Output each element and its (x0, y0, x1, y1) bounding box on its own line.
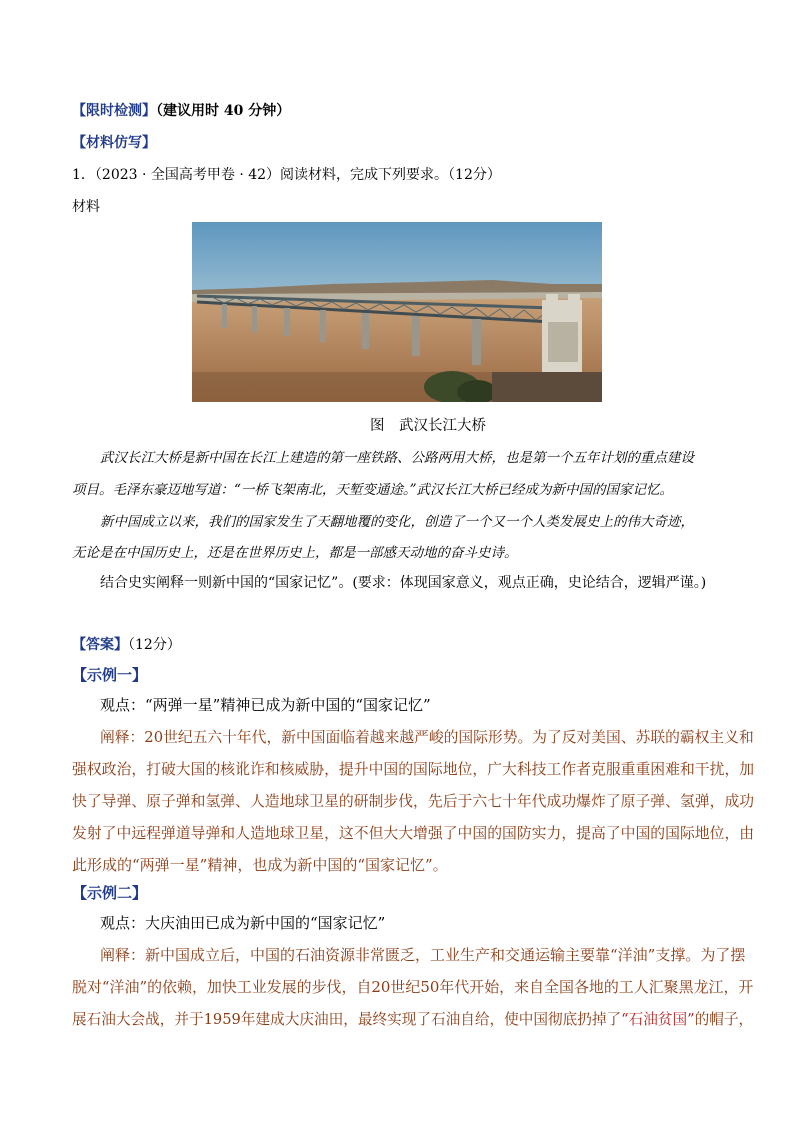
example2-label: 【示例二】 (72, 884, 148, 902)
material-para1-line1: 武汉长江大桥是新中国在长江上建造的第一座铁路、公路两用大桥，也是第一个五年计划的重点建设 (100, 450, 694, 466)
answer-score: （12分） (128, 637, 181, 653)
example2-last-line-b: 的帽子， (694, 1011, 754, 1028)
requirement-text: 结合史实阐释一则新中国的“国家记忆”。(要求：体现国家意义，观点正确，史论结合，逻辑严谨。) (100, 575, 707, 591)
example2-line: 脱对“洋油”的依赖，加快工业发展的步伐，自20世纪50年代开始，来自全国各地的工人汇聚黑龙江，开 (72, 978, 754, 996)
example1-line: 快了导弹、原子弹和氢弹、人造地球卫星的研制步伐，先后于六七十年代成功爆炸了原子弹、氢弹，成功 (72, 793, 755, 810)
material-para2-line1: 新中国成立以来，我们的国家发生了天翻地覆的变化，创造了一个又一个人类发展史上的伟大奇迹， (100, 514, 694, 530)
answer-label: 【答案】 (72, 637, 128, 653)
example2-line: 阐释：新中国成立后，中国的石油资源非常匮乏，工业生产和交通运输主要靠“洋油”支撑。为了摆 (100, 946, 746, 964)
photo-caption: 图 武汉长江大桥 (370, 418, 486, 434)
example2-last-line-highlight: “石油贫国” (621, 1011, 695, 1028)
material-para2-line2: 无论是在中国历史上，还是在世界历史上，都是一部感天动地的奋斗史诗。 (72, 545, 518, 561)
material-label: 材料 (72, 199, 100, 215)
material-para1-line2: 项目。毛泽东豪迈地写道：“一桥飞架南北，天堑变通途。”武汉长江大桥已经成为新中国的国家记忆。 (72, 482, 674, 498)
example2-last-line (72, 1008, 753, 1029)
example1-line: 此形成的“两弹一星”精神，也成为新中国的“国家记忆”。 (72, 856, 448, 874)
example1-viewpoint: 观点：“两弹一星”精神已成为新中国的“国家记忆” (100, 696, 431, 714)
bridge-photo (192, 222, 602, 402)
example2-viewpoint: 观点：大庆油田已成为新中国的“国家记忆” (100, 914, 386, 932)
question-intro: 1．（2023 · 全国高考甲卷 · 42）阅读材料，完成下列要求。（12分） (72, 167, 501, 183)
example1-line: 阐释：20世纪五六十年代，新中国面临着越来越严峻的国际形势。为了反对美国、苏联的霸权主义和 (100, 729, 754, 746)
limit-label: 【限时检测】 (72, 103, 156, 119)
limit-heading (72, 100, 290, 120)
section-heading: 【材料仿写】 (72, 135, 156, 151)
example1-line: 强权政治，打破大国的核讹诈和核威胁，提升中国的国际地位，广大科技工作者克服重重困难和干扰，加 (72, 761, 755, 778)
example1-line: 发射了中远程弹道导弹和人造地球卫星，这不但大大增强了中国的国防实力，提高了中国的国际地位，由 (72, 825, 755, 842)
example1-label: 【示例一】 (72, 666, 148, 684)
answer-heading (72, 634, 181, 654)
limit-note: （建议用时 40 分钟） (156, 103, 291, 119)
wuhan-bridge-illustration (192, 222, 602, 402)
example2-last-line-a: 展石油大会战，并于1959年建成大庆油田，最终实现了石油自给，使中国彻底扔掉了 (72, 1011, 622, 1028)
